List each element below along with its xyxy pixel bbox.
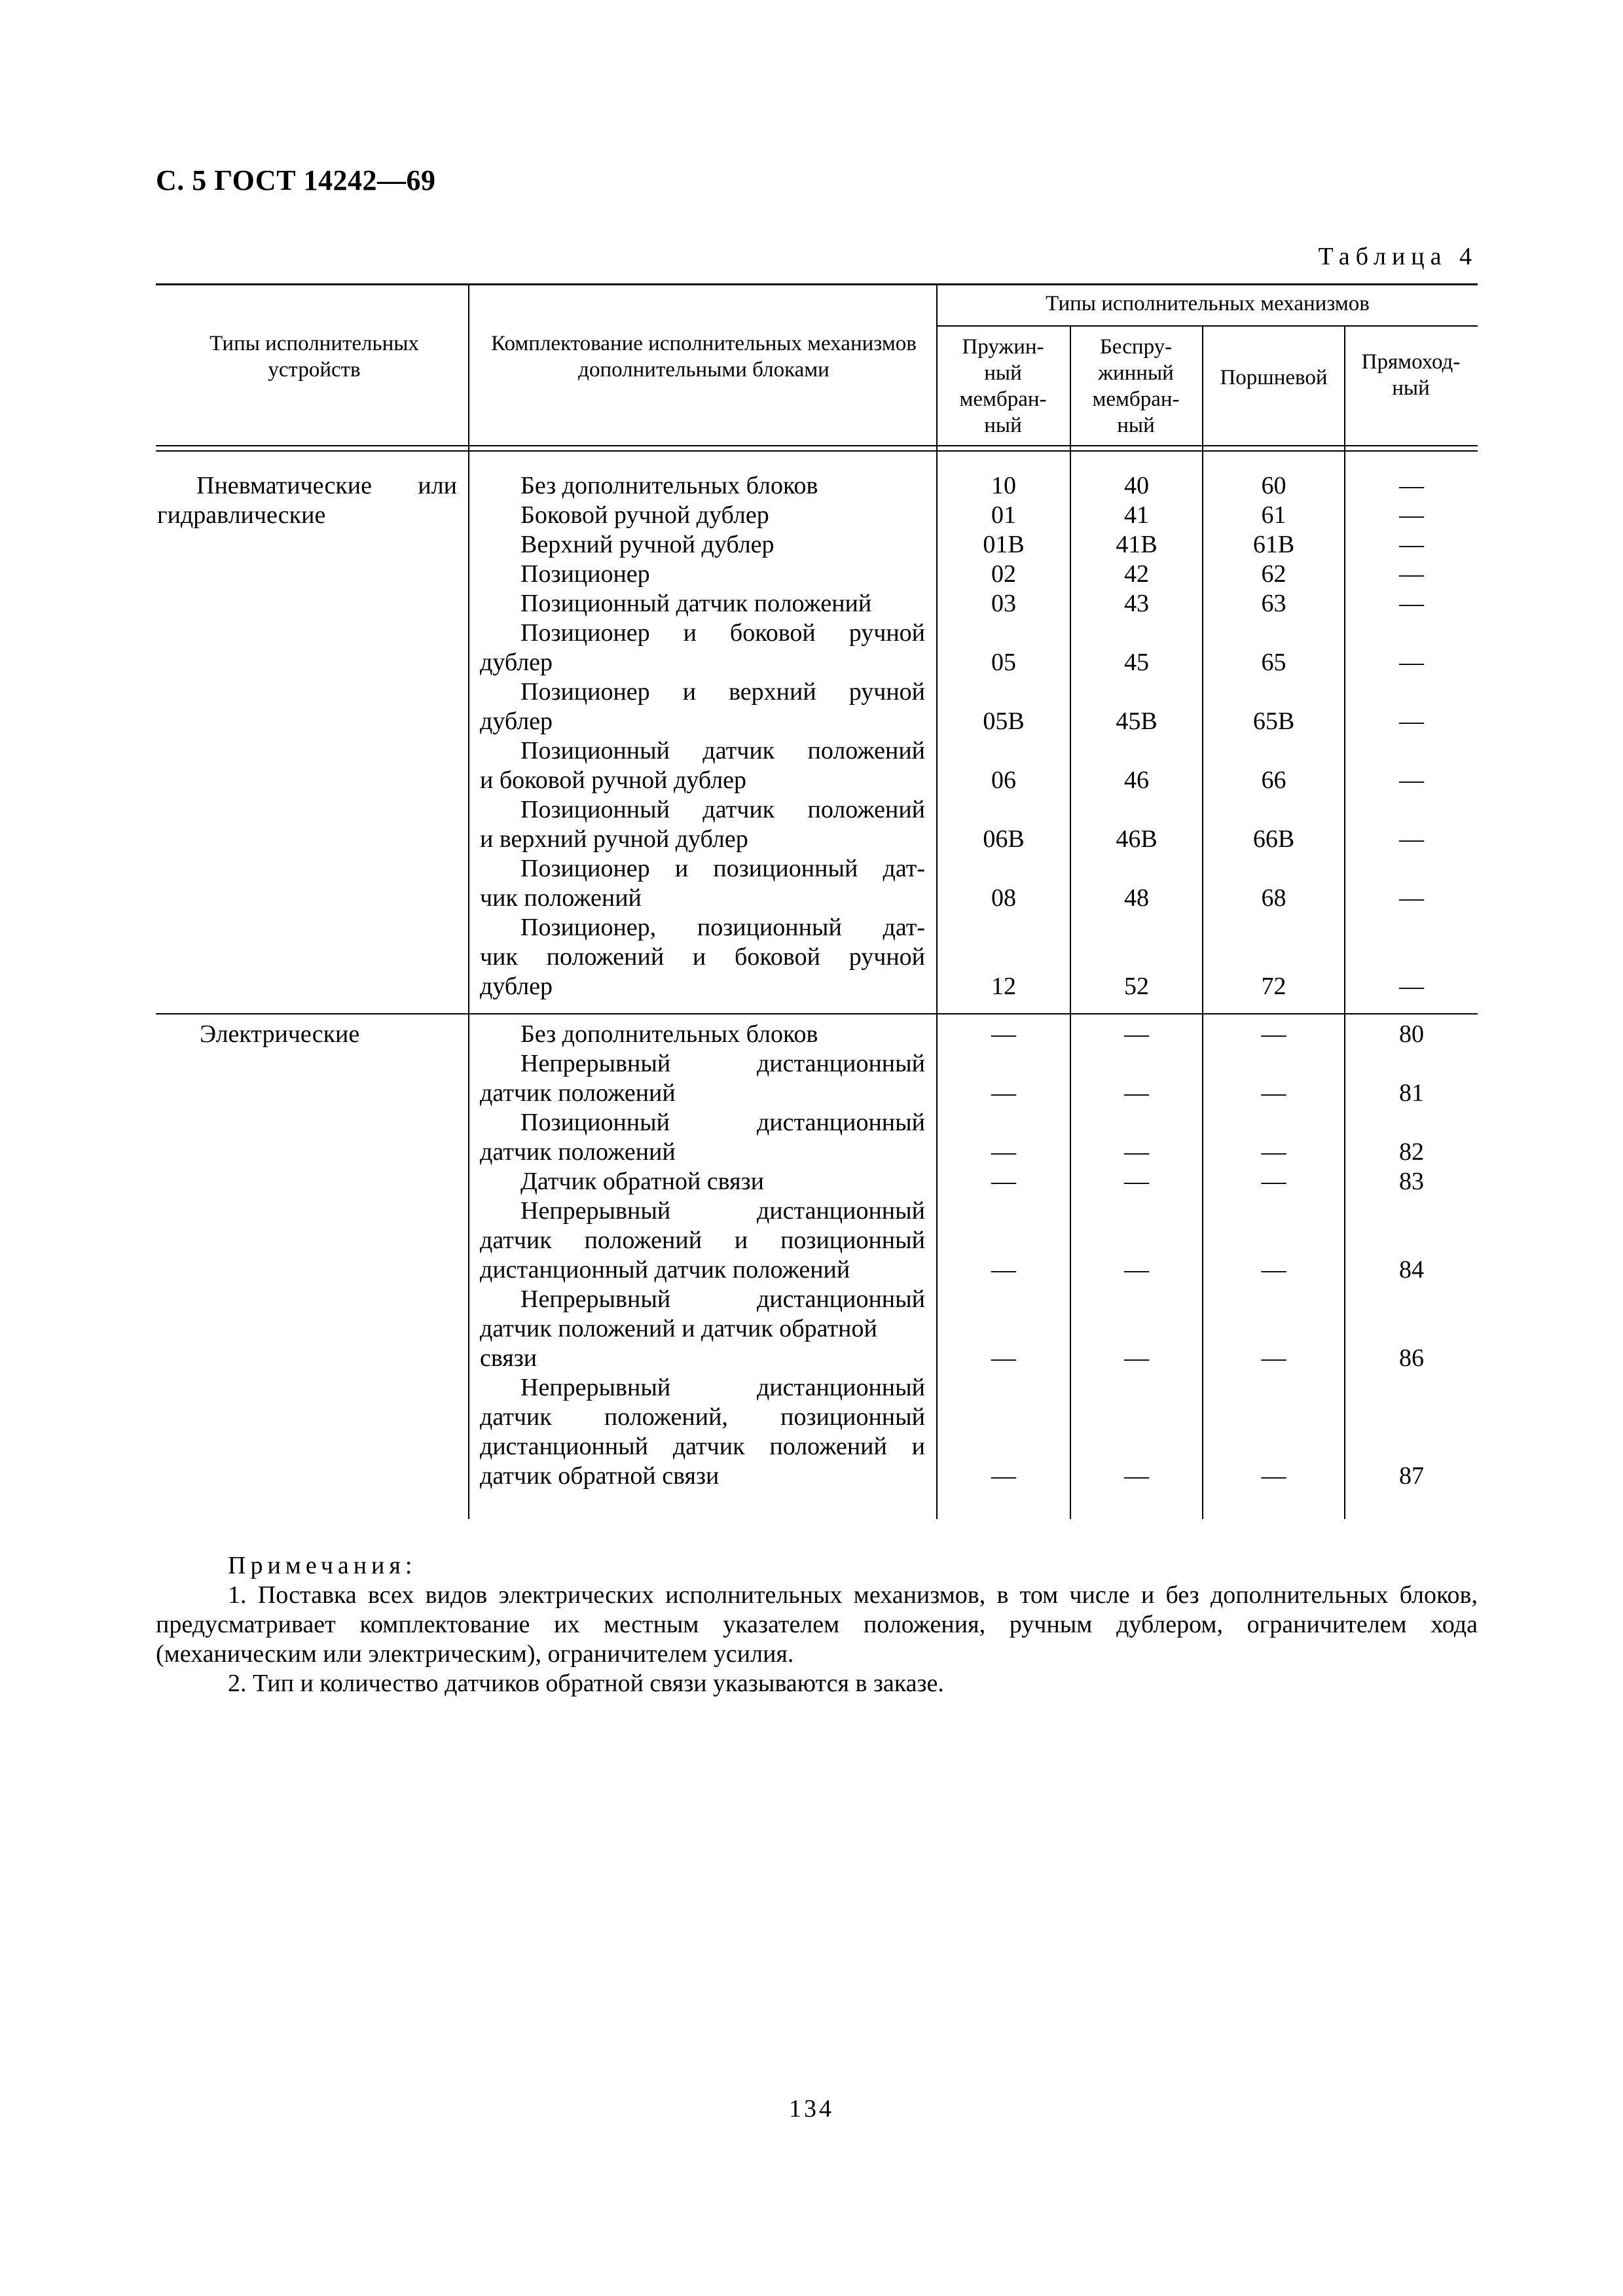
cell-value: 08	[991, 884, 1016, 912]
cell-value: —	[1399, 501, 1424, 529]
config-line: Верхний ручной дублер	[520, 531, 775, 558]
config-line: Позиционный датчик положений	[520, 590, 872, 617]
cell-value: 87	[1399, 1462, 1424, 1490]
config-line: и верхний ручной дублер	[480, 825, 748, 853]
cell-value: 66В	[1252, 825, 1295, 853]
cell-value: —	[1399, 884, 1424, 912]
cell-value: 46В	[1116, 825, 1158, 853]
cell-value: —	[1399, 973, 1424, 1000]
cell-value: 42	[1124, 560, 1149, 588]
cell-value: —	[991, 1168, 1016, 1195]
cell-value: —	[1399, 590, 1424, 617]
cell-value: 10	[991, 472, 1016, 499]
group-name-line: Пневматические или	[196, 472, 457, 499]
cell-value: —	[991, 1138, 1016, 1166]
page-header: С. 5 ГОСТ 14242—69	[156, 164, 436, 196]
cell-value: 61	[1261, 501, 1286, 529]
config-line: Позиционный датчик положений	[520, 796, 925, 823]
cell-value: —	[991, 1256, 1016, 1283]
cell-value: 05В	[983, 708, 1025, 735]
config-line: датчик обратной связи	[480, 1462, 720, 1490]
cell-value: 41	[1124, 501, 1149, 529]
cell-value: 45В	[1116, 708, 1158, 735]
cell-value: —	[1399, 766, 1424, 794]
cell-value: 46	[1124, 766, 1149, 794]
cell-value: 43	[1124, 590, 1149, 617]
note-1: 1. Поставка всех видов электрических исполнительных механизмов, в том числе и без дополнительных блоков, предусматривает комплектование их местным указателем положения, ручным дублером, ограничителем хода (механическим или электрическим), ограничителем усилия.	[156, 1581, 1478, 1668]
cell-value: —	[1124, 1344, 1149, 1372]
config-line: Без дополнительных блоков	[520, 472, 818, 499]
header-springless: Беспру-жинный мембран-ный	[1092, 335, 1180, 437]
cell-value: 06В	[983, 825, 1025, 853]
cell-value: 72	[1261, 973, 1286, 1000]
config-line: Непрерывный дистанционный	[520, 1285, 925, 1313]
cell-value: 12	[991, 973, 1016, 1000]
cell-value: —	[1399, 472, 1424, 499]
header-piston: Поршневой	[1220, 366, 1328, 389]
config-line: Непрерывный дистанционный	[520, 1050, 925, 1077]
config-line: Датчик обратной связи	[520, 1168, 764, 1195]
config-line: датчик положений и позиционный	[480, 1227, 925, 1254]
group-divider-rule	[156, 1013, 1478, 1014]
cell-value: 01	[991, 501, 1016, 529]
cell-value: 05	[991, 649, 1016, 676]
cell-value: 48	[1124, 884, 1149, 912]
header-bottom-rule-2	[156, 450, 1478, 452]
cell-value: 83	[1399, 1168, 1424, 1195]
cell-value: —	[1124, 1138, 1149, 1166]
group-name-line: гидравлические	[157, 501, 326, 529]
config-line: дублер	[480, 973, 553, 1000]
cell-value: 65	[1261, 649, 1286, 676]
config-line: и боковой ручной дублер	[480, 766, 747, 794]
cell-value: —	[1124, 1168, 1149, 1195]
group-header-rule	[936, 325, 1478, 327]
config-line: Боковой ручной дублер	[520, 501, 769, 529]
config-line: Позиционный датчик положений	[520, 737, 925, 764]
config-line: Позиционер и боковой ручной	[520, 619, 925, 647]
config-line: дистанционный датчик положений и	[480, 1433, 925, 1460]
header-direct: Прямоход-ный	[1361, 350, 1461, 400]
cell-value: 63	[1261, 590, 1286, 617]
cell-value: —	[1261, 1256, 1286, 1283]
config-line: датчик положений	[480, 1079, 676, 1107]
notes-title: Примечания:	[228, 1552, 417, 1579]
cell-value: —	[1124, 1256, 1149, 1283]
cell-value: 65В	[1252, 708, 1295, 735]
cell-value: —	[1261, 1138, 1286, 1166]
cell-value: —	[1261, 1020, 1286, 1048]
cell-value: 01В	[983, 531, 1025, 558]
cell-value: —	[1261, 1168, 1286, 1195]
cell-value: 52	[1124, 973, 1149, 1000]
config-line: дублер	[480, 708, 553, 735]
cell-value: —	[991, 1020, 1016, 1048]
cell-value: 41В	[1116, 531, 1158, 558]
cell-value: 81	[1399, 1079, 1424, 1107]
cell-value: 68	[1261, 884, 1286, 912]
cell-value: 66	[1261, 766, 1286, 794]
config-line: датчик положений, позиционный	[480, 1403, 925, 1431]
cell-value: —	[1261, 1462, 1286, 1490]
cell-value: —	[1399, 649, 1424, 676]
cell-value: 06	[991, 766, 1016, 794]
config-line: датчик положений	[480, 1138, 676, 1166]
cell-value: —	[1124, 1462, 1149, 1490]
cell-value: 03	[991, 590, 1016, 617]
table-label: Таблица 4	[1318, 243, 1478, 270]
config-line: Позиционер, позиционный дат-	[520, 914, 925, 941]
cell-value: 82	[1399, 1138, 1424, 1166]
column-rule-1	[468, 283, 469, 1519]
cell-value: —	[1399, 708, 1424, 735]
cell-value: 61В	[1252, 531, 1295, 558]
cell-value: —	[1124, 1020, 1149, 1048]
header-configuration: Комплектование исполнительных механизмов дополнительными блоками	[491, 332, 917, 382]
table-top-rule	[156, 283, 1478, 285]
config-line: Позиционер	[520, 560, 650, 588]
config-line: Позиционер и позиционный дат-	[520, 855, 925, 882]
cell-value: —	[991, 1079, 1016, 1107]
config-line: связи	[480, 1344, 538, 1372]
cell-value: —	[991, 1344, 1016, 1372]
header-device-types: Типы исполнительных устройств	[210, 332, 419, 382]
header-bottom-rule-1	[156, 445, 1478, 446]
cell-value: 80	[1399, 1020, 1424, 1048]
config-line: дублер	[480, 649, 553, 676]
header-spring: Пружин-ный мембран-ный	[959, 335, 1047, 437]
cell-value: 60	[1261, 472, 1286, 499]
config-line: дистанционный датчик положений	[480, 1256, 850, 1283]
cell-value: 45	[1124, 649, 1149, 676]
config-line: чик положений	[480, 884, 642, 912]
cell-value: 86	[1399, 1344, 1424, 1372]
cell-value: 02	[991, 560, 1016, 588]
cell-value: 84	[1399, 1256, 1424, 1283]
cell-value: —	[1124, 1079, 1149, 1107]
group-name-electric: Электрические	[200, 1020, 360, 1048]
cell-value: —	[1261, 1344, 1286, 1372]
cell-value: —	[1399, 825, 1424, 853]
cell-value: 62	[1261, 560, 1286, 588]
config-line: чик положений и боковой ручной	[480, 943, 925, 971]
cell-value: —	[1261, 1079, 1286, 1107]
config-line: Непрерывный дистанционный	[520, 1374, 925, 1401]
page-number: 134	[789, 2095, 834, 2123]
cell-value: —	[1399, 560, 1424, 588]
config-line: Позиционер и верхний ручной	[520, 678, 925, 706]
config-line: Позиционный дистанционный	[520, 1109, 925, 1136]
cell-value: —	[1399, 531, 1424, 558]
config-line: датчик положений и датчик обратной	[480, 1315, 877, 1342]
config-line: Без дополнительных блоков	[520, 1020, 818, 1048]
cell-value: —	[991, 1462, 1016, 1490]
header-mechanism-types: Типы исполнительных механизмов	[1046, 292, 1370, 315]
note-2: 2. Тип и количество датчиков обратной связи указываются в заказе.	[228, 1670, 944, 1697]
cell-value: 40	[1124, 472, 1149, 499]
config-line: Непрерывный дистанционный	[520, 1197, 925, 1225]
